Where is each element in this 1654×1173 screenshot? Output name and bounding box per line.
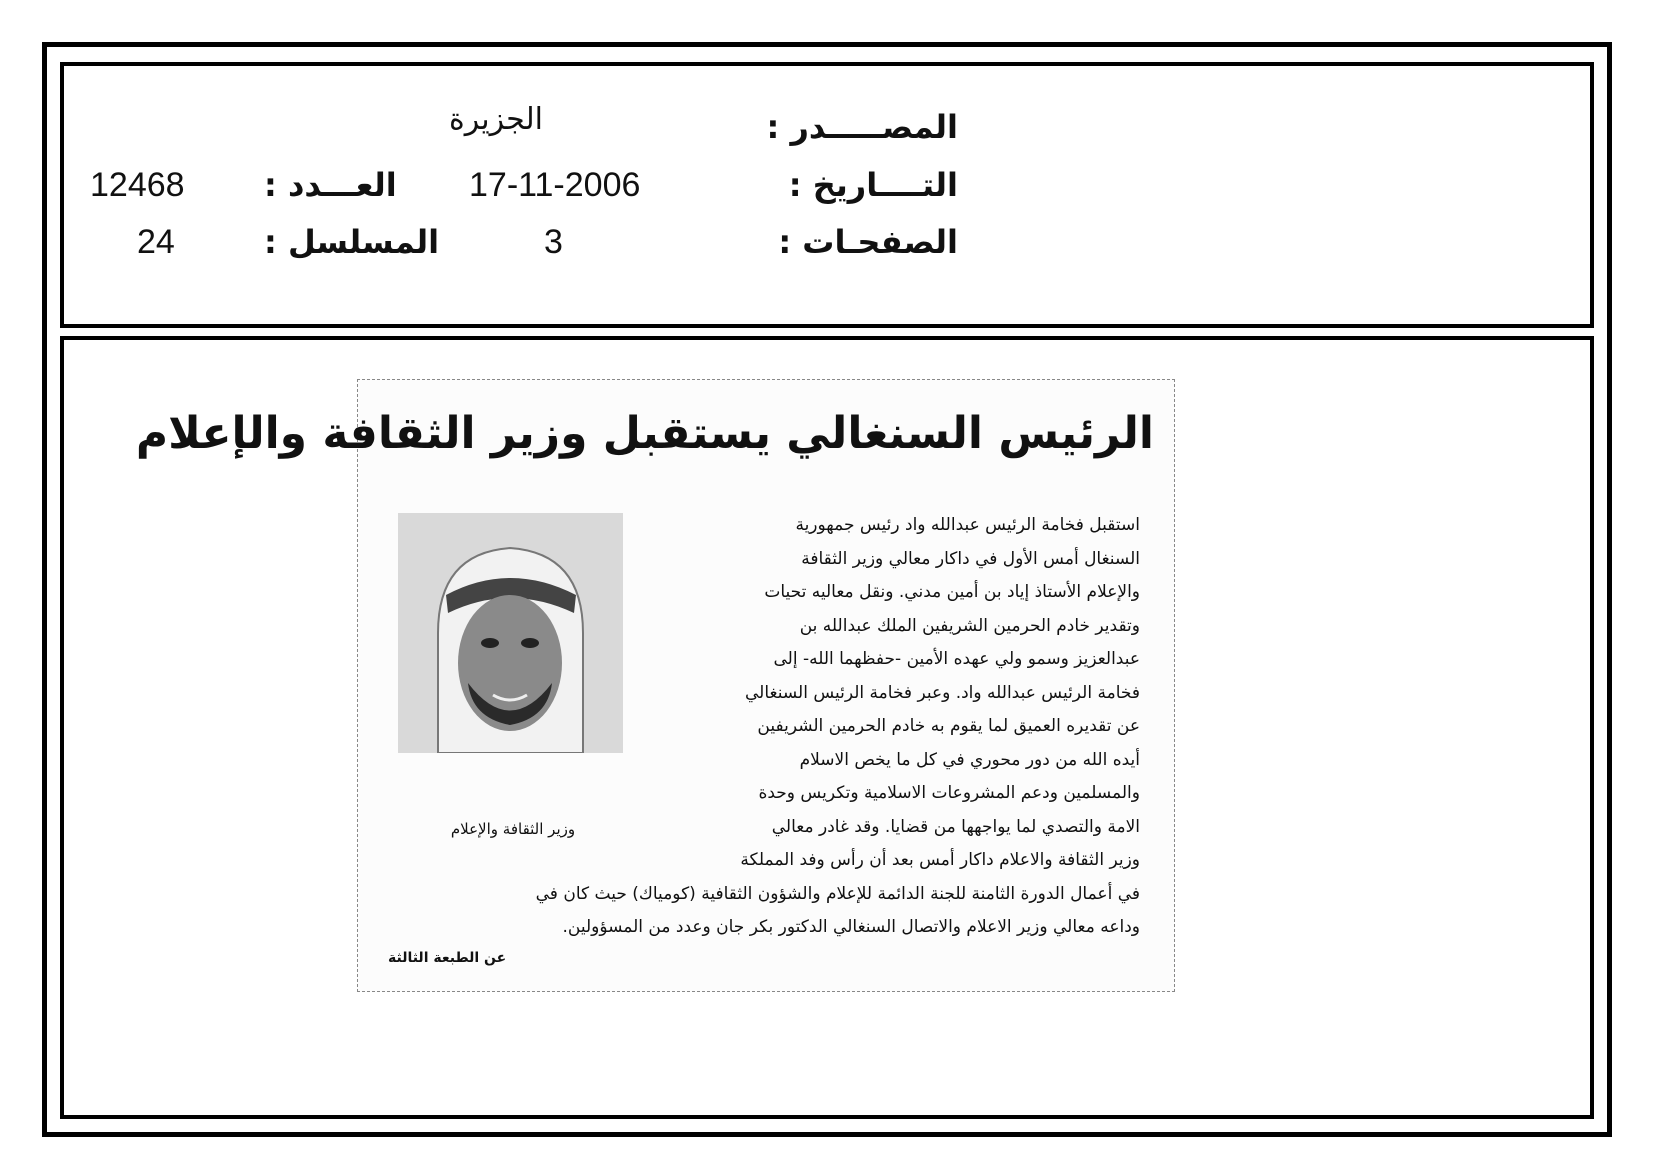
body-line: والمسلمين ودعم المشروعات الاسلامية وتكريس وحدة	[758, 783, 1140, 803]
body-line: الامة والتصدي لما يواجهها من قضايا. وقد غادر معالي	[771, 816, 1140, 837]
header-panel	[60, 62, 1594, 328]
source-note: عن الطبعة الثالثة	[388, 950, 507, 966]
date-label: التــــاريخ :	[788, 166, 958, 204]
serial-label: المسلسل :	[264, 223, 440, 261]
body-line: استقبل فخامة الرئيس عبدالله واد رئيس جمهورية	[795, 515, 1140, 535]
body-line: وتقدير خادم الحرمين الشريفين الملك عبدالله بن	[799, 615, 1140, 636]
pages-value: 3	[544, 223, 563, 261]
body-line: السنغال أمس الأول في داكار معالي وزير الثقافة	[801, 548, 1140, 569]
photo-caption: وزير الثقافة والإعلام	[450, 820, 576, 838]
date-value: 17-11-2006	[469, 166, 641, 204]
body-line: وداعه معالي وزير الاعلام والاتصال السنغالي الدكتور بكر جان وعدد من المسؤولين.	[562, 917, 1140, 937]
source-label: المصـــــدر :	[766, 108, 958, 146]
issue-value: 12468	[90, 166, 185, 204]
newspaper-clipping	[135, 379, 1175, 992]
body-line: في أعمال الدورة الثامنة للجنة الدائمة للإعلام والشؤون الثقافية (كومياك) حيث كان في	[535, 883, 1140, 904]
body-line: عن تقديره العميق لما يقوم به خادم الحرمين الشريفين	[757, 716, 1140, 736]
issue-label: العـــدد :	[264, 166, 397, 204]
body-line: فخامة الرئيس عبدالله واد. وعبر فخامة الرئيس السنغالي	[744, 682, 1140, 703]
body-line: وزير الثقافة والاعلام داكار أمس بعد أن رأس وفد المملكة	[740, 850, 1140, 870]
article-headline: الرئيس السنغالي يستقبل وزير الثقافة والإعلام	[135, 408, 1154, 459]
source-value: الجزيرة	[449, 102, 544, 137]
body-line: أيده الله من دور محوري في كل ما يخص الاسلام	[799, 749, 1140, 770]
serial-value: 24	[137, 223, 175, 261]
body-line: والإعلام الأستاذ إياد بن أمين مدني. ونقل معاليه تحيات	[764, 582, 1140, 602]
body-line: عبدالعزيز وسمو ولي عهده الأمين -حفظهما الله- إلى	[773, 649, 1140, 669]
pages-label: الصفحـات :	[778, 223, 958, 261]
article-body	[388, 509, 1140, 945]
